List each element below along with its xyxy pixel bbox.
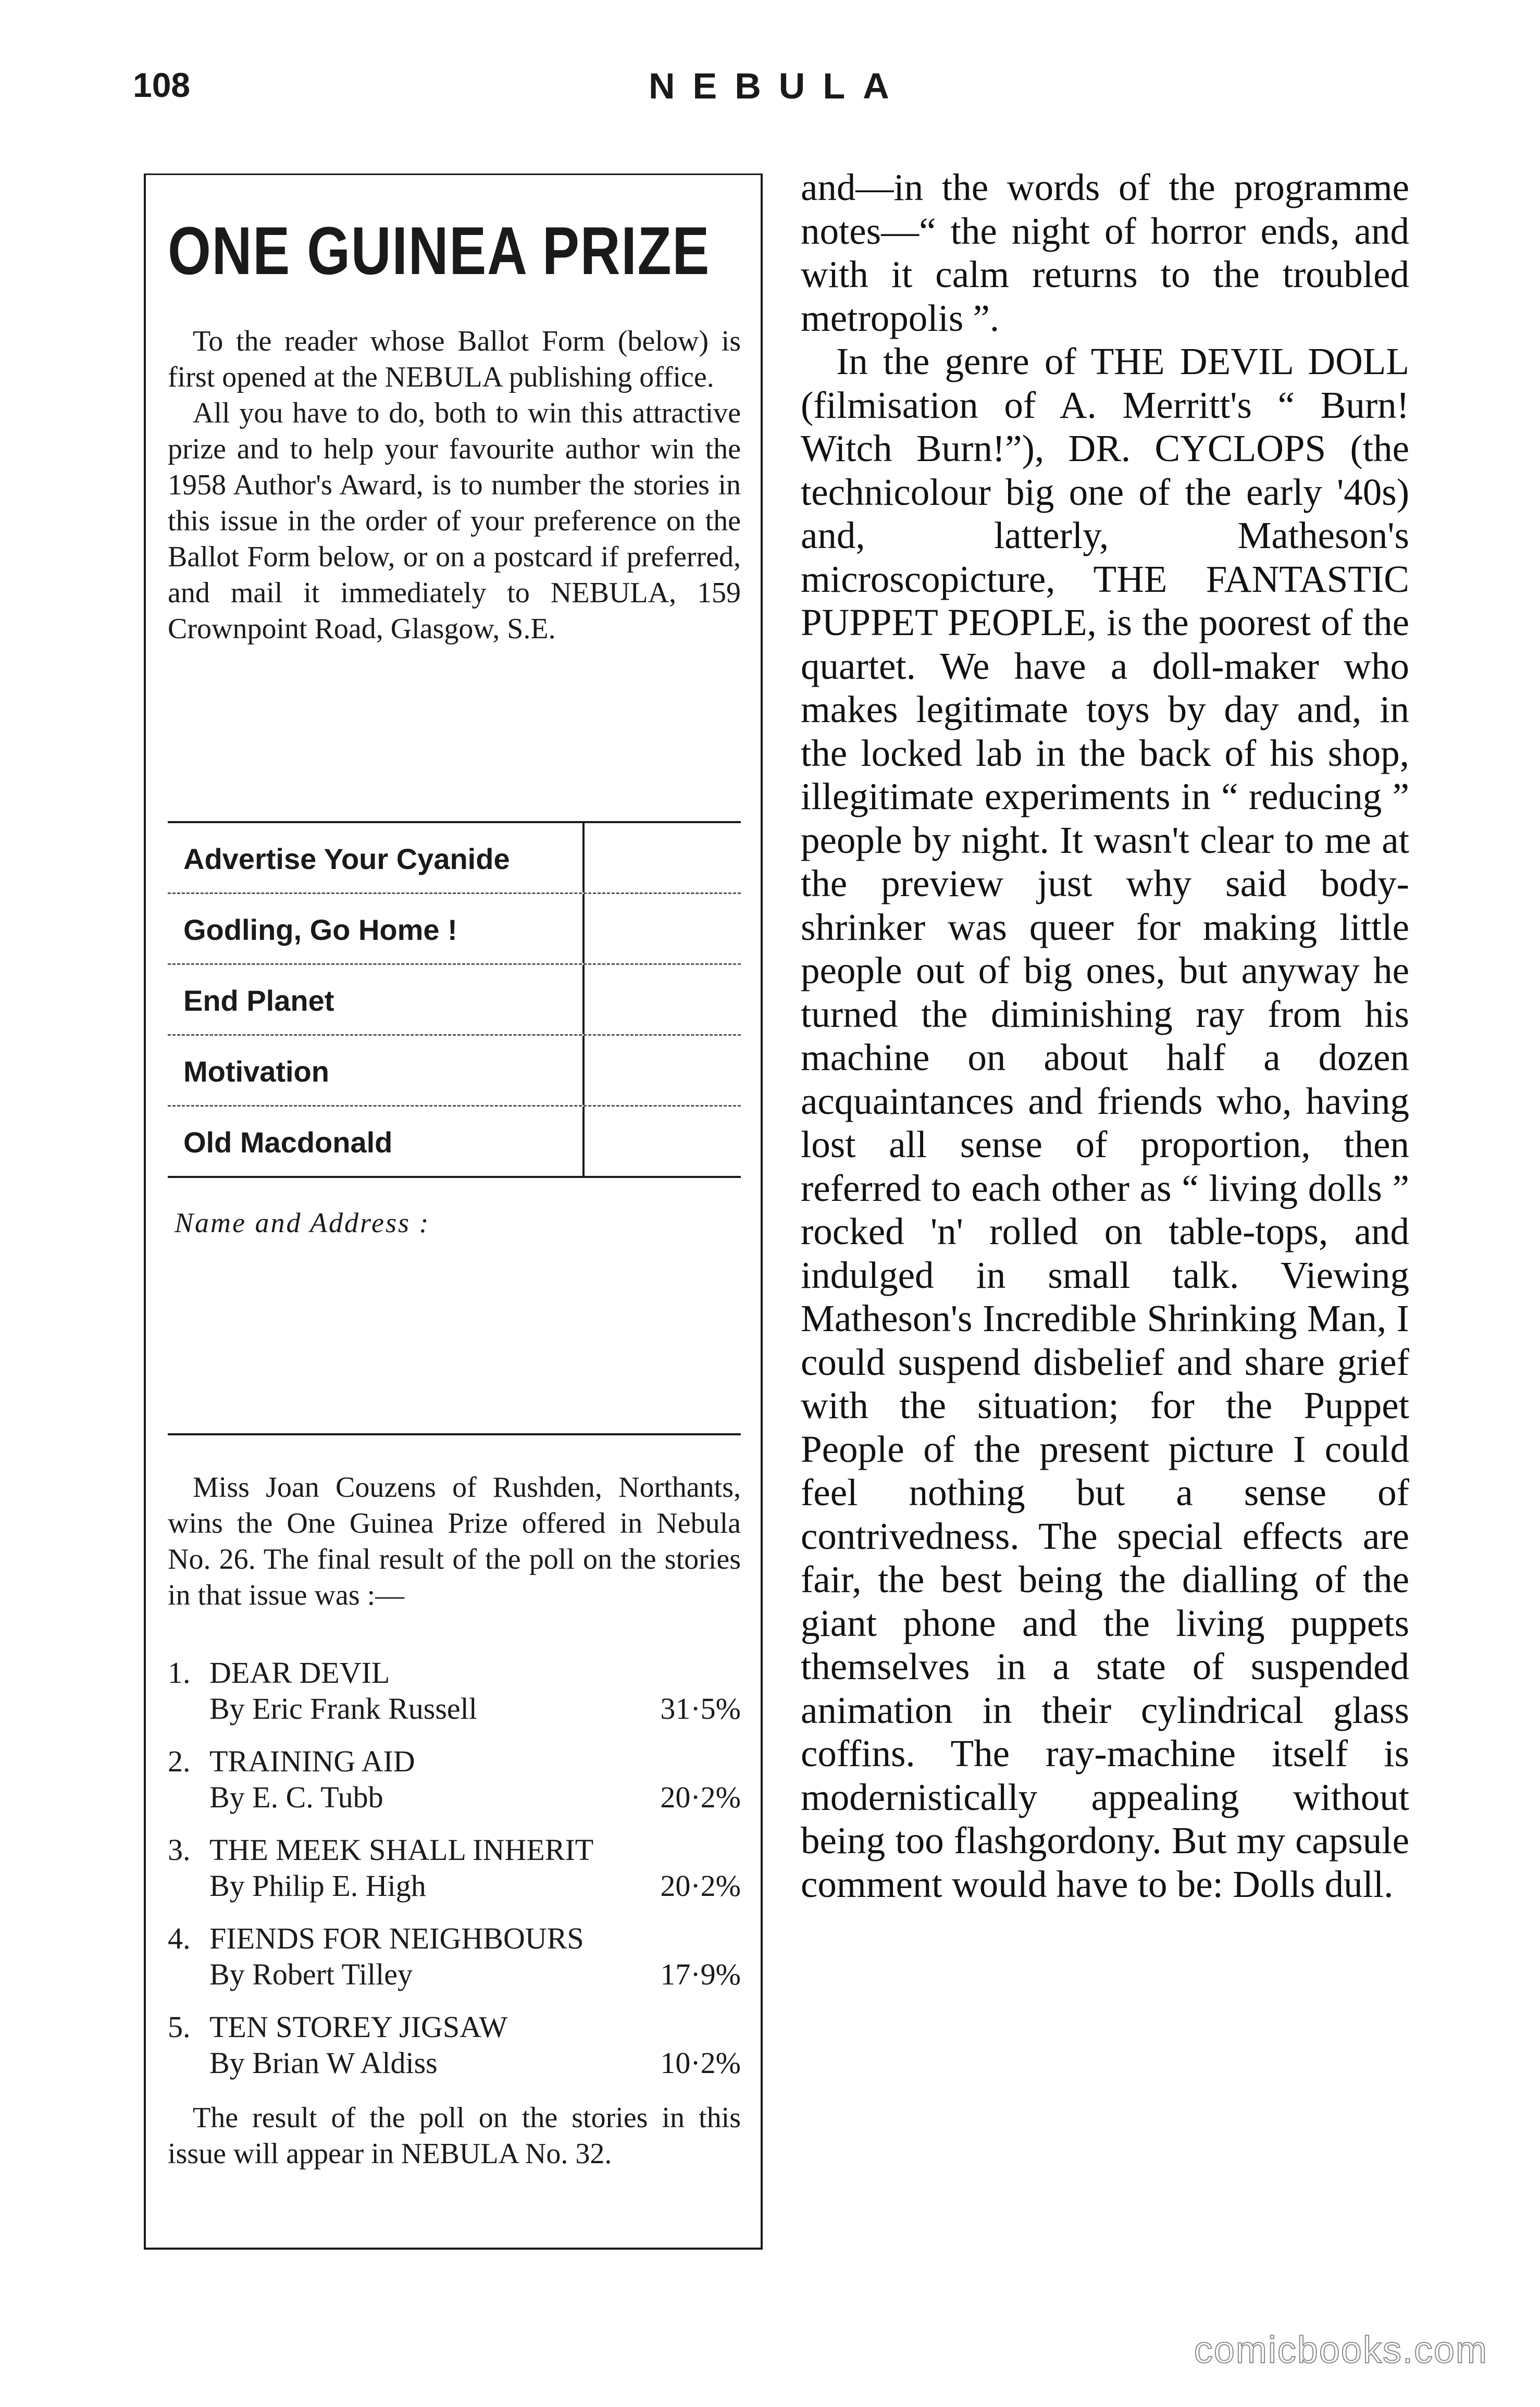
result-author: By Philip E. High [209, 1869, 426, 1903]
result-item [168, 2009, 741, 2098]
result-rank: 5. [168, 2010, 191, 2044]
result-percentage: 20·2% [660, 1869, 741, 1903]
prize-title: ONE GUINEA PRIZE [168, 213, 711, 289]
ranking-field[interactable] [582, 1036, 585, 1105]
name-address-label: Name and Address : [175, 1207, 430, 1238]
result-author: By Robert Tilley [209, 1957, 413, 1991]
ballot-row [168, 965, 741, 1036]
result-author: By Eric Frank Russell [209, 1692, 477, 1726]
ranking-field[interactable] [582, 894, 585, 963]
page-header [133, 65, 914, 122]
article-column [801, 166, 1409, 1906]
result-item [168, 1832, 741, 1920]
ballot-row [168, 1107, 741, 1176]
result-title: TRAINING AID [209, 1744, 415, 1778]
ballot-story-name: Motivation [183, 1055, 329, 1088]
ballot-story-name: End Planet [183, 984, 334, 1017]
result-rank: 4. [168, 1921, 191, 1955]
article-paragraph: and—in the words of the programme notes—“ the night of horror ends, and with it calm returns to the troubled metropolis ”. [801, 166, 1409, 339]
ballot-story-name: Old Macdonald [183, 1126, 393, 1159]
ranking-field[interactable] [582, 823, 585, 892]
result-title: THE MEEK SHALL INHERIT [209, 1833, 594, 1867]
instructions-paragraph: All you have to do, both to win this attractive prize and to help your favourite author win the 1958 Author's Award, is to number the stories in this issue in the order of your preference on the Ballot Form below, or on a postcard if preferred, and mail it immediately to NEBULA, 159 Crownpoint Road, Glasgow, S.E. [168, 397, 741, 645]
result-rank: 1. [168, 1656, 191, 1690]
watermark: comicbooks.com [1194, 2329, 1488, 2371]
page-number: 108 [133, 66, 191, 104]
result-author: By Brian W Aldiss [209, 2046, 438, 2080]
result-title: FIENDS FOR NEIGHBOURS [209, 1921, 584, 1955]
ballot-row [168, 823, 741, 894]
article-paragraph: In the genre of THE DEVIL DOLL (filmisation of A. Merritt's “ Burn! Witch Burn!”), DR. CYCLOPS (the technicolour big one of the early '40s) and, latterly, Matheson's microscopicture, THE FANTASTIC PUPPET PEOPLE, is the poorest of the quartet. We have a doll-maker who makes legitimate toys by day and, in the locked lab in the back of his shop, illegitimate experiments in “ reducing ” people by night. It wasn't clear to me at the preview just why said body-shrinker was queer for making little people out of big ones, but anyway he turned the diminishing ray from his machine on about half a dozen acquaintances and friends who, having lost all sense of proportion, then referred to each other as “ living dolls ” rocked 'n' rolled on table-tops, and indulged in small talk. Viewing Matheson's Incredible Shrinking Man, I could suspend disbelief and share grief with the situation; for the Puppet People of the present picture I could feel nothing but a sense of contrivedness. The special effects are fair, the best being the dialling of the giant phone and the living puppets themselves in a state of suspended animation in their cylindrical glass coffins. The ray-machine itself is modernistically appealing without being too flashgordony. But my capsule comment would have to be: Dolls dull. [801, 340, 1409, 1905]
ballot-row [168, 894, 741, 965]
ballot-row [168, 1036, 741, 1107]
result-item [168, 1743, 741, 1832]
result-title: DEAR DEVIL [209, 1656, 390, 1690]
result-percentage: 20·2% [660, 1780, 741, 1814]
result-percentage: 17·9% [660, 1957, 741, 1991]
result-rank: 2. [168, 1744, 191, 1778]
magazine-title: NEBULA [649, 66, 907, 106]
ballot-box [144, 173, 763, 2250]
intro-paragraph: To the reader whose Ballot Form (below) is first opened at the NEBULA publishing office. [168, 325, 741, 393]
closing-note: The result of the poll on the stories in this issue will appear in NEBULA No. 32. [168, 2102, 741, 2170]
poll-results [168, 1655, 741, 2098]
prize-intro [168, 324, 741, 647]
ranking-field[interactable] [582, 965, 585, 1034]
result-percentage: 10·2% [660, 2046, 741, 2080]
result-item [168, 1655, 741, 1743]
result-percentage: 31·5% [660, 1692, 741, 1726]
result-author: By E. C. Tubb [209, 1780, 383, 1814]
ranking-field[interactable] [582, 1107, 585, 1176]
section-divider [168, 1433, 741, 1435]
ballot-form [168, 821, 741, 1178]
result-title: TEN STOREY JIGSAW [209, 2010, 508, 2044]
ballot-story-name: Advertise Your Cyanide [183, 842, 510, 875]
result-rank: 3. [168, 1833, 191, 1867]
result-item [168, 1920, 741, 2009]
winner-announcement: Miss Joan Couzens of Rushden, Northants, wins the One Guinea Prize offered in Nebula No. 26. The final result of the poll on the stories in that issue was :— [168, 1471, 741, 1611]
ballot-story-name: Godling, Go Home ! [183, 913, 457, 946]
